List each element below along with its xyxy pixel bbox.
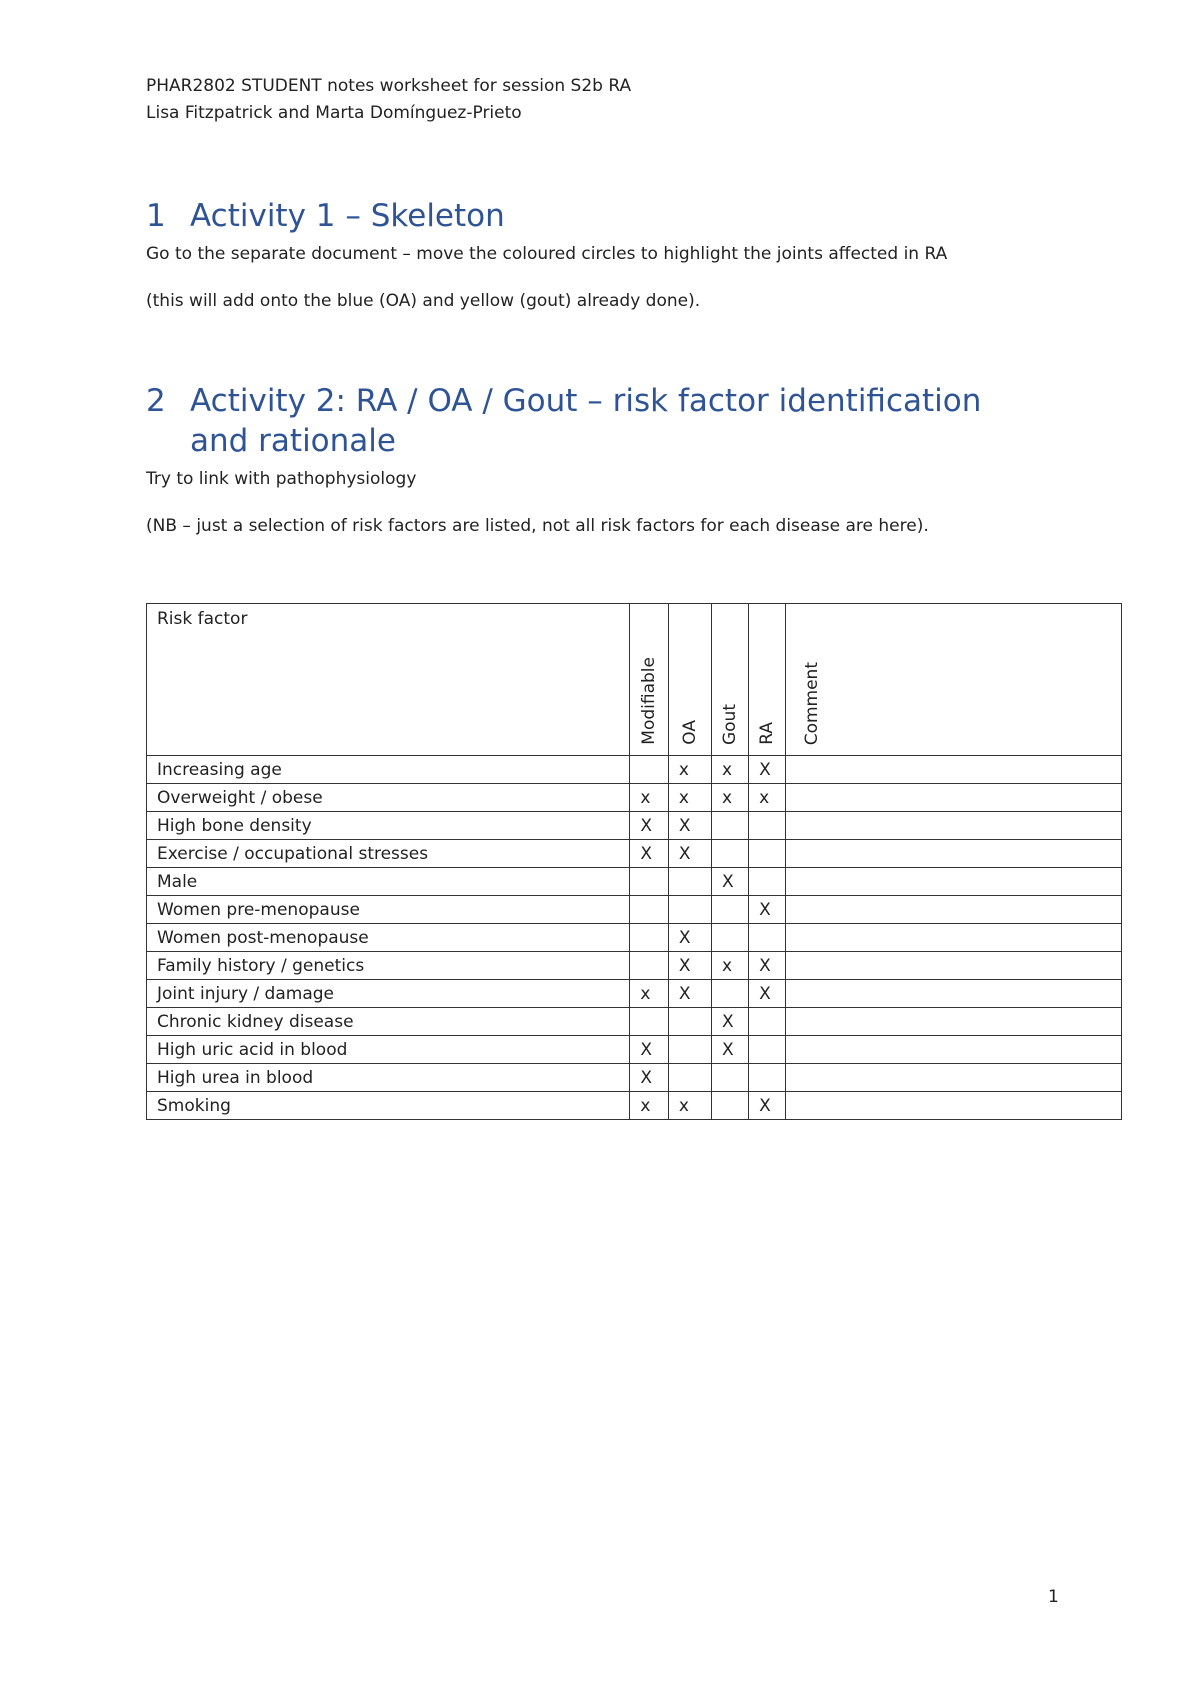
section-1-title: Activity 1 – Skeleton [190,198,505,234]
ra-cell: X [749,952,786,980]
comment-cell[interactable] [786,1092,1122,1120]
risk-factor-cell: High bone density [147,812,630,840]
modifiable-cell: X [630,840,669,868]
comment-cell[interactable] [786,1064,1122,1092]
header-ra [749,604,786,756]
gout-cell [712,840,749,868]
table-row [147,784,1122,812]
ra-cell [749,1036,786,1064]
risk-factor-cell: Chronic kidney disease [147,1008,630,1036]
section-1-paragraph-2: (this will add onto the blue (OA) and yellow (gout) already done). [146,291,701,311]
gout-cell [712,896,749,924]
ra-cell [749,840,786,868]
gout-cell [712,812,749,840]
table-header-row [147,604,1122,756]
risk-factor-cell: High uric acid in blood [147,1036,630,1064]
risk-factor-table [146,603,1122,1120]
section-2-paragraph-2: (NB – just a selection of risk factors are listed, not all risk factors for each disease are here). [146,516,929,536]
section-1-heading [146,196,505,236]
ra-cell: X [749,1092,786,1120]
comment-cell[interactable] [786,784,1122,812]
header-comment [786,604,1122,756]
comment-cell[interactable] [786,924,1122,952]
header-ra-label: RA [757,722,778,745]
gout-cell: x [712,784,749,812]
modifiable-cell [630,756,669,784]
header-authors-line: Lisa Fitzpatrick and Marta Domínguez-Prieto [146,103,522,123]
table-row [147,896,1122,924]
risk-factor-cell: Women post-menopause [147,924,630,952]
table-row [147,1064,1122,1092]
section-2-title-line-1: Activity 2: RA / OA / Gout – risk factor identification [190,383,982,419]
modifiable-cell: X [630,812,669,840]
comment-cell[interactable] [786,952,1122,980]
table-row [147,812,1122,840]
section-1-paragraph-1: Go to the separate document – move the coloured circles to highlight the joints affected in RA [146,244,948,264]
risk-factor-cell: Smoking [147,1092,630,1120]
table-row [147,1092,1122,1120]
comment-cell[interactable] [786,840,1122,868]
oa-cell [668,896,711,924]
risk-factor-cell: Increasing age [147,756,630,784]
modifiable-cell: x [630,784,669,812]
modifiable-cell: X [630,1064,669,1092]
modifiable-cell [630,896,669,924]
table-row [147,756,1122,784]
header-course-line: PHAR2802 STUDENT notes worksheet for session S2b RA [146,76,632,96]
risk-factor-cell: Family history / genetics [147,952,630,980]
modifiable-cell [630,924,669,952]
oa-cell: X [668,812,711,840]
comment-cell[interactable] [786,980,1122,1008]
ra-cell: X [749,980,786,1008]
oa-cell [668,1064,711,1092]
modifiable-cell: X [630,1036,669,1064]
comment-cell[interactable] [786,896,1122,924]
gout-cell [712,1092,749,1120]
section-2-heading [146,381,981,461]
gout-cell: X [712,868,749,896]
table-row [147,1008,1122,1036]
gout-cell: X [712,1036,749,1064]
modifiable-cell: x [630,980,669,1008]
table-row [147,924,1122,952]
gout-cell [712,1064,749,1092]
gout-cell [712,980,749,1008]
comment-cell[interactable] [786,868,1122,896]
ra-cell: x [749,784,786,812]
risk-factor-cell: High urea in blood [147,1064,630,1092]
comment-cell[interactable] [786,1036,1122,1064]
table-row [147,868,1122,896]
gout-cell: x [712,756,749,784]
oa-cell: X [668,980,711,1008]
section-1-number: 1 [146,198,166,234]
modifiable-cell [630,952,669,980]
gout-cell: x [712,952,749,980]
risk-factor-cell: Women pre-menopause [147,896,630,924]
ra-cell [749,812,786,840]
header-gout-label: Gout [720,703,741,745]
oa-cell: X [668,840,711,868]
oa-cell [668,1008,711,1036]
risk-factor-cell: Male [147,868,630,896]
risk-factor-cell: Joint injury / damage [147,980,630,1008]
gout-cell [712,924,749,952]
ra-cell [749,1008,786,1036]
table-row [147,980,1122,1008]
table-row [147,952,1122,980]
oa-cell: X [668,924,711,952]
section-2-title-line-2: and rationale [190,423,396,459]
table-row [147,1036,1122,1064]
ra-cell [749,868,786,896]
risk-factor-cell: Overweight / obese [147,784,630,812]
section-2-paragraph-1: Try to link with pathophysiology [146,469,417,489]
ra-cell [749,1064,786,1092]
header-oa-label: OA [679,720,700,745]
header-modifiable-label: Modifiable [639,657,660,745]
ra-cell: X [749,756,786,784]
oa-cell: x [668,1092,711,1120]
header-gout [712,604,749,756]
modifiable-cell: x [630,1092,669,1120]
header-modifiable [630,604,669,756]
oa-cell [668,868,711,896]
ra-cell: X [749,896,786,924]
comment-cell[interactable] [786,812,1122,840]
section-2-number: 2 [146,383,166,419]
oa-cell: X [668,952,711,980]
risk-factor-cell: Exercise / occupational stresses [147,840,630,868]
comment-cell[interactable] [786,1008,1122,1036]
modifiable-cell [630,1008,669,1036]
header-risk-factor: Risk factor [147,604,630,756]
oa-cell [668,1036,711,1064]
table-row [147,840,1122,868]
header-oa [668,604,711,756]
comment-cell[interactable] [786,756,1122,784]
gout-cell: X [712,1008,749,1036]
ra-cell [749,924,786,952]
oa-cell: x [668,784,711,812]
page-number: 1 [1048,1587,1059,1607]
modifiable-cell [630,868,669,896]
oa-cell: x [668,756,711,784]
header-comment-label: Comment [802,661,823,745]
